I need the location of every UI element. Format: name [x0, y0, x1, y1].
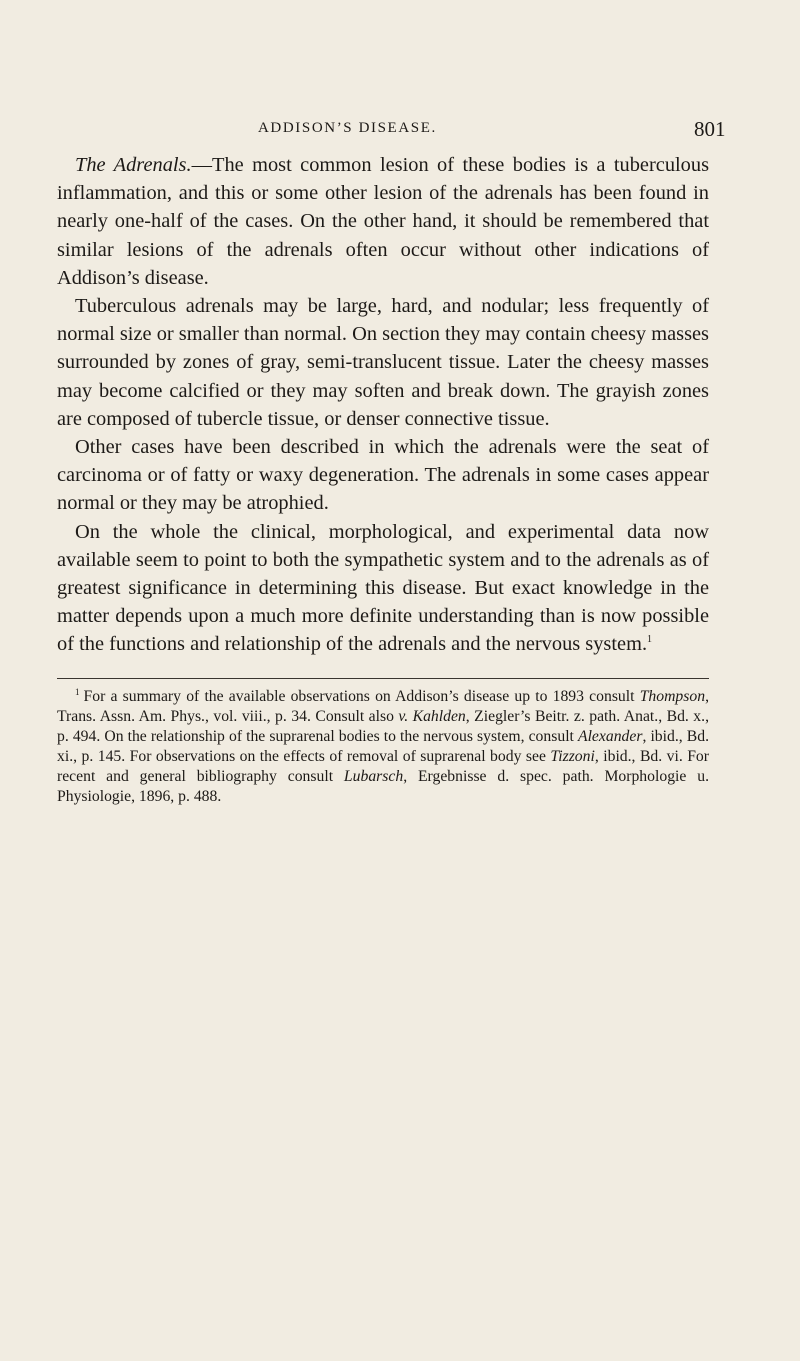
footnote-reference: 1	[647, 634, 653, 646]
paragraph-tuberculous	[57, 292, 709, 433]
footnote-segment: , ibid., Bd. xi., p. 145. For observations on the effects of removal of suprarenal body see	[57, 728, 709, 765]
author-name: Thompson	[639, 688, 706, 705]
page-number: 801	[694, 117, 726, 141]
paragraph-text: —The most common lesion of these bodies is a tuberculous inflammation, and this or some other lesion of the adrenals has been found in nearly one-half of the cases. On the other hand, it should be remembered that similar lesions of the adrenals often occur without other indications of Addison’s disease.	[57, 154, 710, 289]
footnote-segment: For a summary of the available observations on Addison’s disease up to 1893 consult	[83, 688, 640, 705]
footnote-text	[57, 687, 709, 807]
author-name: Lubarsch	[343, 768, 404, 785]
running-title: ADDISON’S DISEASE.	[258, 120, 437, 136]
author-name: Tizzoni	[550, 748, 595, 765]
paragraph-adrenals	[57, 151, 709, 292]
footnote-segment: , Ergebnisse d. spec. path. Morphologie u. Physiologie, 1896, p. 488.	[57, 768, 709, 805]
body-text	[57, 151, 709, 659]
footnote-marker: 1	[75, 686, 80, 697]
paragraph-conclusion	[57, 518, 709, 659]
paragraph-text: On the whole the clinical, morphological, and experimental data now available seem to point to both the sympathetic system and to the adrenals as of greatest significance in determining this disease. But exact knowledge in the matter depends upon a much more definite understanding than is now possible of the functions and relationship of the adrenals and the nervous system.	[57, 520, 709, 656]
footnote-segment: , Ziegler’s Beitr. z. path. Anat., Bd. x., p. 494. On the relationship of the suprarenal bodies to the nervous system, consult	[57, 708, 709, 745]
footnote-segment: , Trans. Assn. Am. Phys., vol. viii., p. 34. Consult also	[57, 688, 709, 725]
section-title: The Adrenals.	[75, 154, 192, 176]
paragraph-text: Other cases have been described in which the adrenals were the seat of carcinoma or of fatty or waxy degeneration. The adrenals in some cases appear normal or they may be atrophied.	[57, 436, 709, 515]
author-name: Alexander	[577, 728, 643, 745]
footnote	[57, 687, 709, 807]
paragraph-other-cases	[57, 433, 709, 518]
footnote-segment: , ibid., Bd. vi. For recent and general bibliography consult	[57, 748, 709, 785]
author-name: v. Kahlden	[398, 708, 466, 725]
footnote-divider	[57, 678, 709, 679]
paragraph-text: Tuberculous adrenals may be large, hard, and nodular; less frequently of normal size or smaller than normal. On section they may contain cheesy masses surrounded by zones of gray, semi-translucent tissue. Later the cheesy masses may become calcified or they may soften and break down. The grayish zones are composed of tubercle tissue, or denser connective tissue.	[57, 295, 709, 430]
page-header	[0, 117, 800, 144]
